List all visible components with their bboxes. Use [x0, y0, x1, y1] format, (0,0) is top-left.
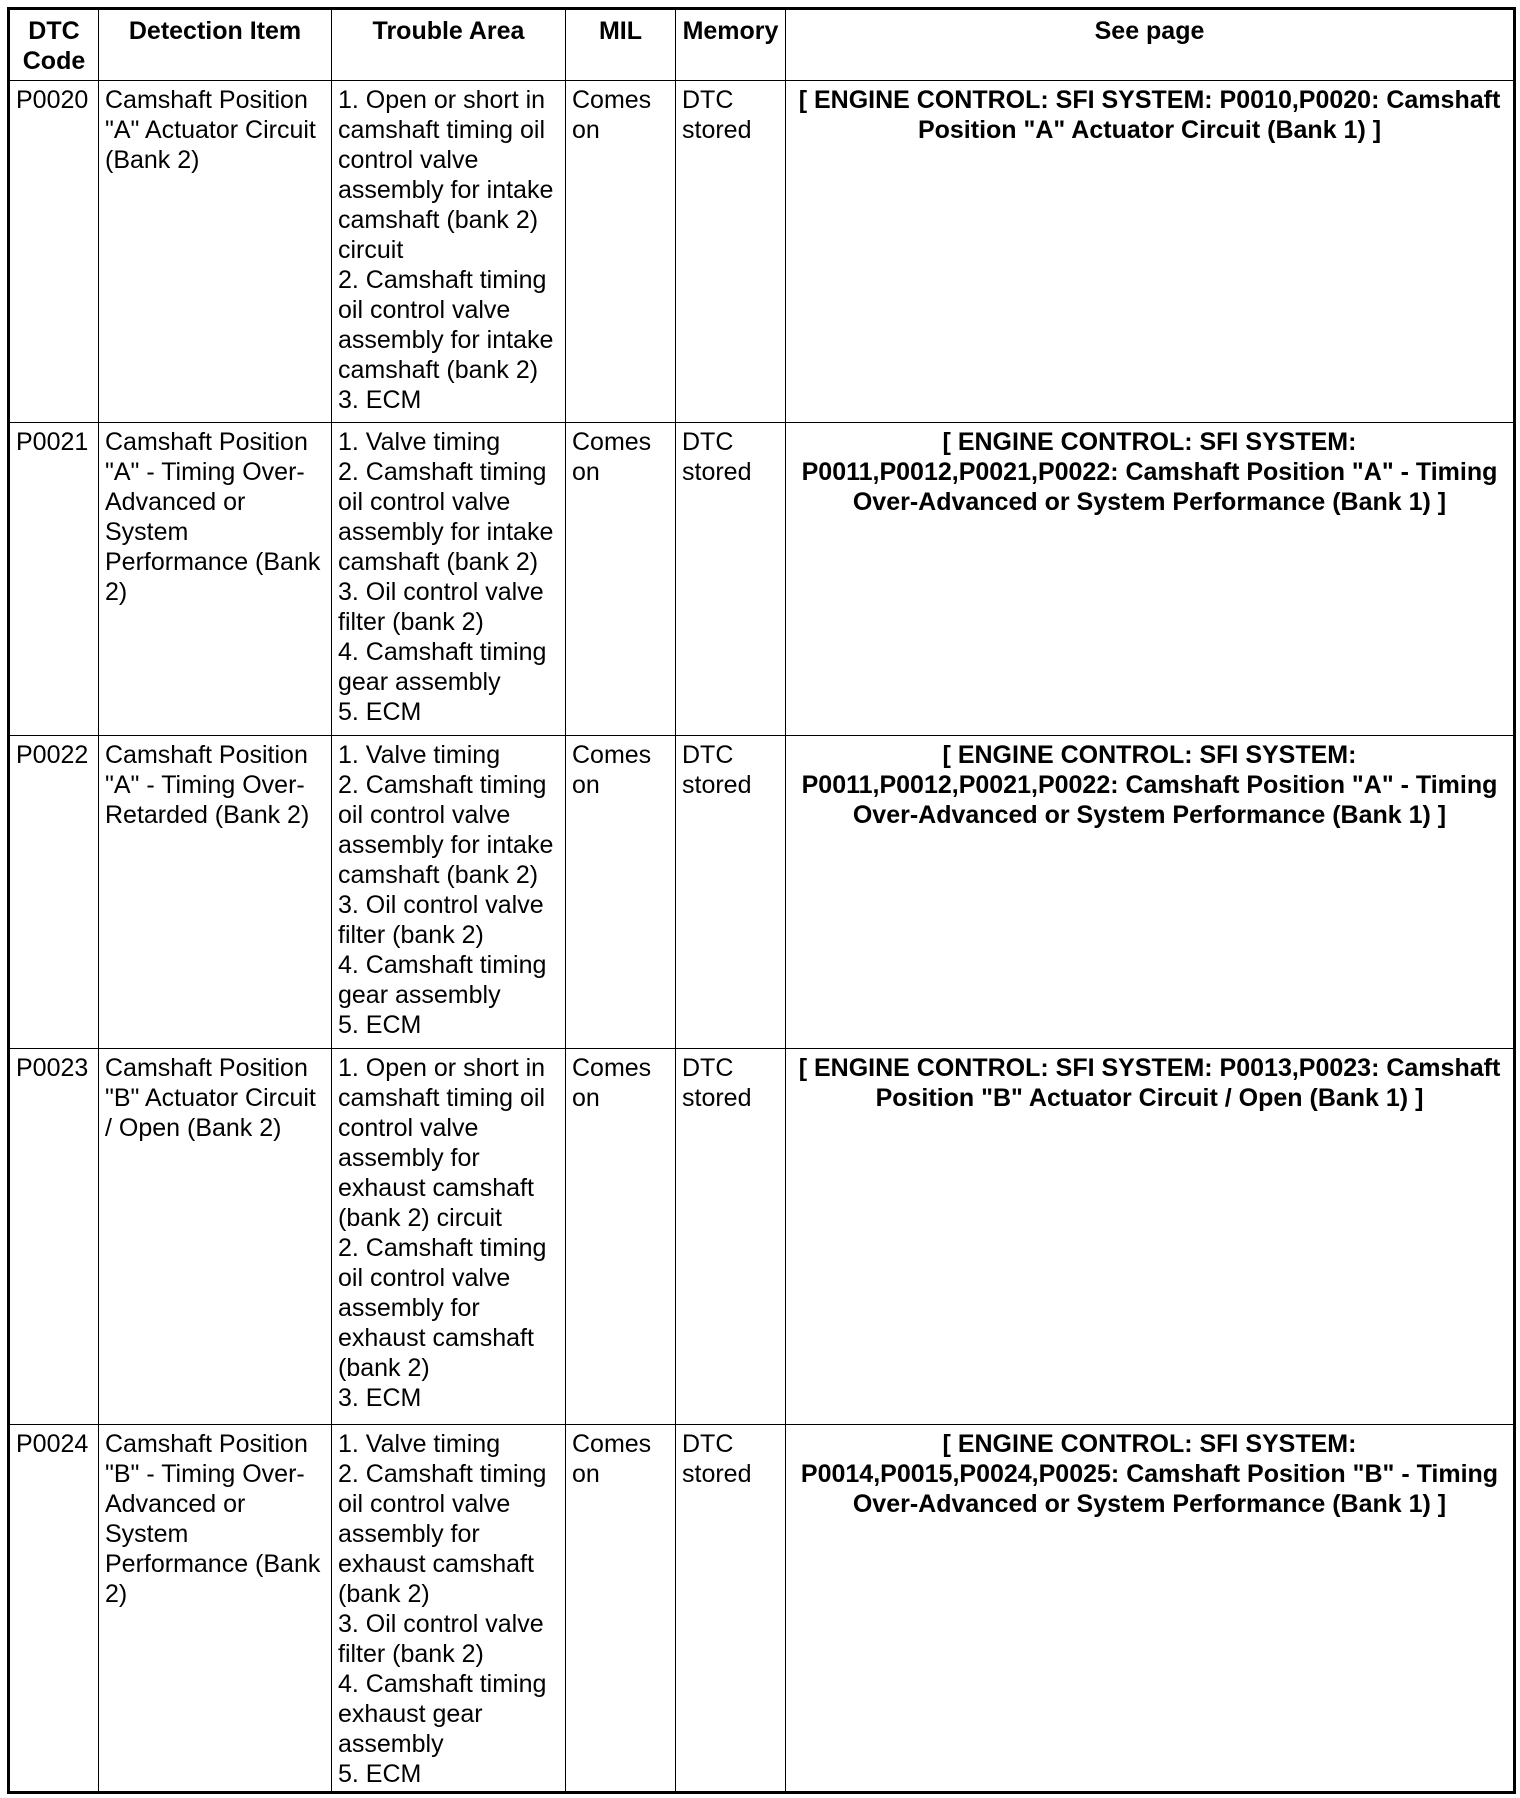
dtc-code-cell: P0022 [9, 736, 99, 1049]
memory-cell: DTC stored [676, 736, 786, 1049]
memory-cell: DTC stored [676, 1425, 786, 1793]
header-memory: Memory [676, 9, 786, 81]
mil-cell: Comes on [566, 1425, 676, 1793]
see-page-link[interactable]: [ ENGINE CONTROL: SFI SYSTEM: P0011,P0012,P0021,P0022: Camshaft Position "A" - Timing Over-Advanced or System Performance (Bank 1) ] [786, 736, 1515, 1049]
detection-item-cell: Camshaft Position "A" Actuator Circuit (Bank 2) [99, 81, 332, 423]
trouble-area-item: 3. Oil control valve filter (bank 2) [338, 1610, 544, 1668]
trouble-area-item: 5. ECM [338, 1760, 422, 1788]
trouble-area-cell [332, 81, 566, 423]
see-page-link[interactable]: [ ENGINE CONTROL: SFI SYSTEM: P0011,P0012,P0021,P0022: Camshaft Position "A" - Timing Over-Advanced or System Performance (Bank 1) ] [786, 423, 1515, 736]
trouble-area-item: 3. ECM [338, 1384, 422, 1412]
trouble-area-item: 1. Valve timing [338, 741, 501, 769]
table-row [9, 423, 1515, 736]
trouble-area-item: 2. Camshaft timing oil control valve assembly for exhaust camshaft (bank 2) [338, 1460, 547, 1608]
detection-item-cell: Camshaft Position "B" Actuator Circuit / Open (Bank 2) [99, 1049, 332, 1425]
trouble-area-item: 2. Camshaft timing oil control valve assembly for exhaust camshaft (bank 2) [338, 1234, 547, 1382]
dtc-code-cell: P0020 [9, 81, 99, 423]
trouble-area-cell [332, 1049, 566, 1425]
trouble-area-item: 1. Valve timing [338, 428, 501, 456]
trouble-area-cell [332, 423, 566, 736]
header-mil: MIL [566, 9, 676, 81]
trouble-area-item: 4. Camshaft timing exhaust gear assembly [338, 1670, 547, 1758]
mil-cell: Comes on [566, 81, 676, 423]
dtc-table [7, 7, 1516, 1794]
dtc-code-cell: P0023 [9, 1049, 99, 1425]
table-row [9, 1049, 1515, 1425]
trouble-area-item: 4. Camshaft timing gear assembly [338, 951, 547, 1009]
mil-cell: Comes on [566, 423, 676, 736]
trouble-area-item: 4. Camshaft timing gear assembly [338, 638, 547, 696]
memory-cell: DTC stored [676, 423, 786, 736]
trouble-area-cell [332, 1425, 566, 1793]
table-row [9, 1425, 1515, 1793]
memory-cell: DTC stored [676, 81, 786, 423]
trouble-area-item: 1. Open or short in camshaft timing oil control valve assembly for exhaust camshaft (bank 2) circuit [338, 1054, 546, 1232]
header-dtc-code: DTC Code [9, 9, 99, 81]
detection-item-cell: Camshaft Position "B" - Timing Over-Advanced or System Performance (Bank 2) [99, 1425, 332, 1793]
trouble-area-item: 1. Valve timing [338, 1430, 501, 1458]
header-see-page: See page [786, 9, 1515, 81]
see-page-link[interactable]: [ ENGINE CONTROL: SFI SYSTEM: P0014,P0015,P0024,P0025: Camshaft Position "B" - Timing Over-Advanced or System Performance (Bank 1) ] [786, 1425, 1515, 1793]
trouble-area-item: 2. Camshaft timing oil control valve assembly for intake camshaft (bank 2) [338, 458, 554, 576]
detection-item-cell: Camshaft Position "A" - Timing Over-Advanced or System Performance (Bank 2) [99, 423, 332, 736]
trouble-area-cell [332, 736, 566, 1049]
mil-cell: Comes on [566, 736, 676, 1049]
detection-item-cell: Camshaft Position "A" - Timing Over-Retarded (Bank 2) [99, 736, 332, 1049]
table-row [9, 81, 1515, 423]
trouble-area-item: 5. ECM [338, 698, 422, 726]
trouble-area-item: 2. Camshaft timing oil control valve assembly for intake camshaft (bank 2) [338, 771, 554, 889]
memory-cell: DTC stored [676, 1049, 786, 1425]
see-page-link[interactable]: [ ENGINE CONTROL: SFI SYSTEM: P0013,P0023: Camshaft Position "B" Actuator Circuit / Open (Bank 1) ] [786, 1049, 1515, 1425]
table-header-row [9, 9, 1515, 81]
trouble-area-item: 3. ECM [338, 386, 422, 414]
dtc-code-cell: P0021 [9, 423, 99, 736]
header-detection-item: Detection Item [99, 9, 332, 81]
see-page-link[interactable]: [ ENGINE CONTROL: SFI SYSTEM: P0010,P0020: Camshaft Position "A" Actuator Circuit (Bank 1) ] [786, 81, 1515, 423]
table-row [9, 736, 1515, 1049]
header-trouble-area: Trouble Area [332, 9, 566, 81]
trouble-area-item: 2. Camshaft timing oil control valve assembly for intake camshaft (bank 2) [338, 266, 554, 384]
trouble-area-item: 3. Oil control valve filter (bank 2) [338, 578, 544, 636]
mil-cell: Comes on [566, 1049, 676, 1425]
dtc-code-cell: P0024 [9, 1425, 99, 1793]
trouble-area-item: 3. Oil control valve filter (bank 2) [338, 891, 544, 949]
trouble-area-item: 1. Open or short in camshaft timing oil control valve assembly for intake camshaft (bank 2) circuit [338, 86, 554, 264]
trouble-area-item: 5. ECM [338, 1011, 422, 1039]
